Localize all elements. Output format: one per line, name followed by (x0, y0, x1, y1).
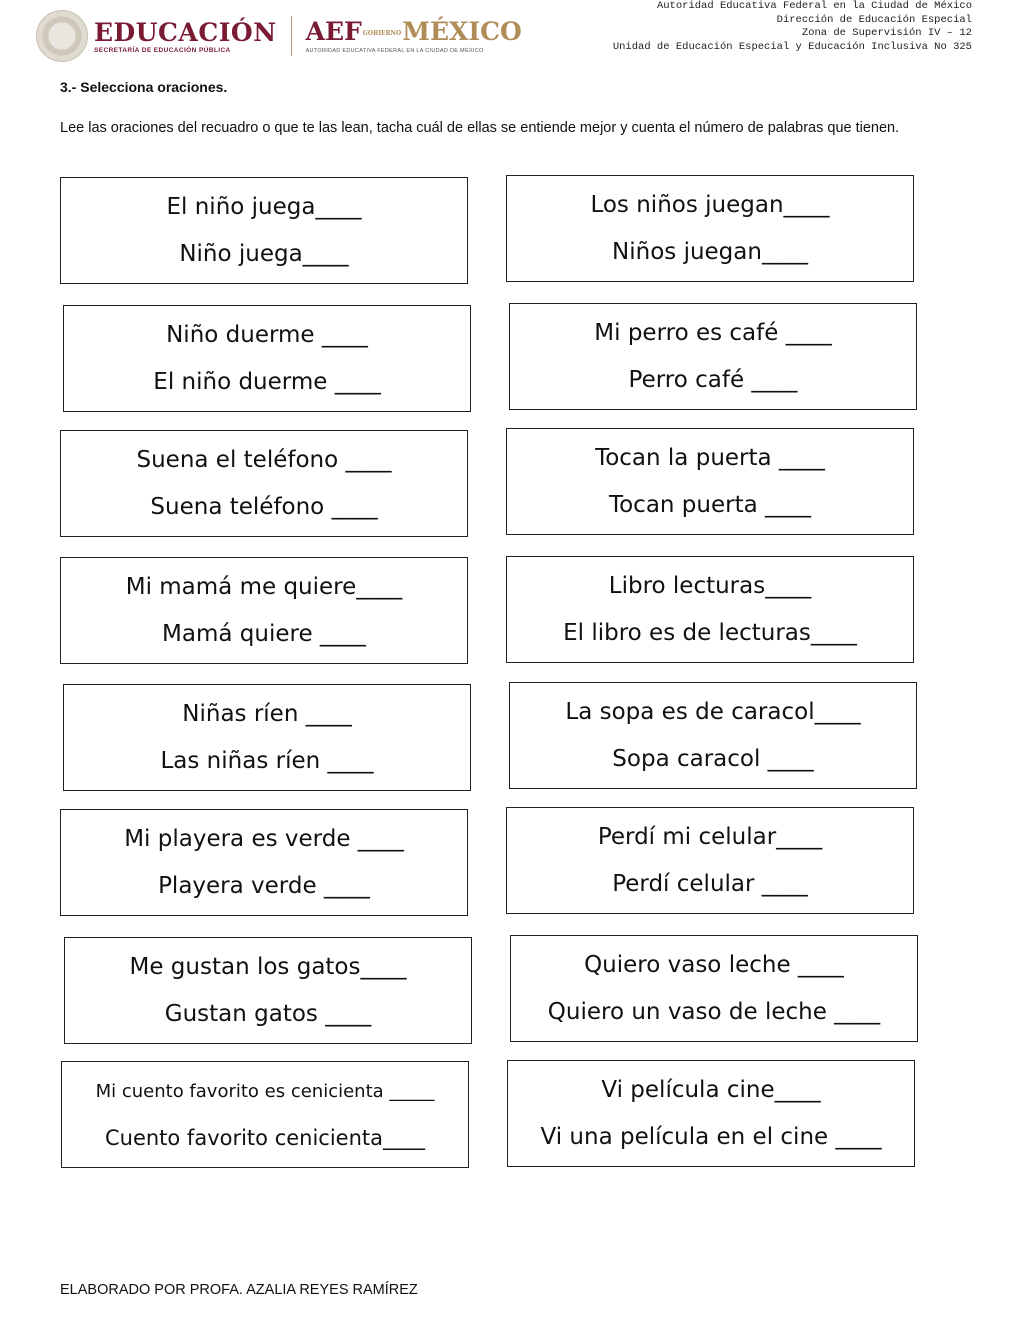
sentence-box[interactable] (61, 1061, 469, 1168)
agency-line: Zona de Supervisión IV – 12 (801, 27, 972, 39)
logo-divider (291, 16, 292, 56)
education-subtitle: SECRETARÍA DE EDUCACIÓN PÚBLICA (94, 46, 231, 54)
sentence-option[interactable]: Perdí celular ____ (612, 870, 808, 897)
sentence-box[interactable] (60, 430, 468, 537)
aef-subtitle: AUTORIDAD EDUCATIVA FEDERAL EN LA CIUDAD DE MÉXICO (305, 47, 484, 54)
sentence-option[interactable]: El niño juega____ (166, 193, 362, 220)
sentence-box[interactable] (63, 684, 471, 791)
sentence-box[interactable] (506, 556, 914, 663)
sentence-option[interactable]: Cuento favorito cenicienta____ (104, 1125, 426, 1150)
aef-title-part1: AEF (305, 17, 362, 47)
sentence-box[interactable] (506, 428, 914, 535)
education-logo (94, 19, 277, 54)
sentence-option[interactable]: Quiero vaso leche ____ (584, 951, 844, 978)
sentence-option[interactable]: Mi playera es verde ____ (124, 825, 404, 852)
sentence-option[interactable]: El niño duerme ____ (153, 368, 381, 395)
sentence-option[interactable]: Niñas ríen ____ (182, 700, 352, 727)
sentence-option[interactable]: Perdí mi celular____ (597, 823, 823, 850)
sentence-option[interactable]: Me gustan los gatos____ (129, 953, 407, 980)
sentence-option[interactable]: Libro lecturas____ (608, 572, 812, 599)
instructions: Lee las oraciones del recuadro o que te las lean, tacha cuál de ellas se entiende mejor y cuenta el número de palabras que tienen. (60, 120, 900, 136)
aef-gob-mark: GOBIERNO (362, 29, 402, 37)
sentence-option[interactable]: Tocan puerta ____ (608, 491, 812, 518)
education-title: EDUCACIÓN (94, 17, 277, 47)
logos (36, 10, 522, 62)
sentence-option[interactable]: Vi película cine____ (601, 1076, 821, 1103)
sentence-box[interactable] (506, 175, 914, 282)
sentence-option[interactable]: Niño juega____ (179, 240, 349, 267)
sentence-box[interactable] (509, 303, 917, 410)
sentence-box[interactable] (509, 682, 917, 789)
agency-info (613, 0, 972, 54)
sentence-box[interactable] (507, 1060, 915, 1167)
sentence-option[interactable]: Mi mamá me quiere____ (125, 573, 403, 600)
aef-logo (306, 18, 522, 54)
aef-title-part2: MÉXICO (402, 17, 522, 47)
sentence-option[interactable]: Tocan la puerta ____ (595, 444, 825, 471)
page-header (0, 0, 1024, 70)
sentence-box[interactable] (63, 305, 471, 412)
sentence-option[interactable]: La sopa es de caracol____ (565, 698, 861, 725)
sentence-option[interactable]: Suena el teléfono ____ (136, 446, 392, 473)
sentence-option[interactable]: Quiero un vaso de leche ____ (547, 998, 881, 1025)
agency-line: Dirección de Educación Especial (776, 13, 972, 26)
sentence-option[interactable]: Mi cuento favorito es cenicienta _____ (95, 1080, 435, 1102)
sentence-option[interactable]: Niños juegan____ (612, 238, 808, 265)
sentence-option[interactable]: Mi perro es café ____ (594, 319, 832, 346)
sentence-box[interactable] (60, 557, 468, 664)
sentence-option[interactable]: Perro café ____ (628, 366, 798, 393)
sentence-option[interactable]: Sopa caracol ____ (612, 745, 814, 772)
agency-line: Unidad de Educación Especial y Educación Inclusiva No 325 (612, 40, 972, 53)
sentence-option[interactable]: Suena teléfono ____ (150, 493, 378, 520)
sentence-option[interactable]: Mamá quiere ____ (162, 620, 366, 647)
sentence-option[interactable]: Niño duerme ____ (166, 321, 368, 348)
sentence-option[interactable]: Gustan gatos ____ (164, 1000, 372, 1027)
sentence-option[interactable]: Las niñas ríen ____ (160, 747, 374, 774)
agency-line: Autoridad Educativa Federal en la Ciudad de México (656, 0, 972, 12)
sentence-option[interactable]: Playera verde ____ (158, 872, 370, 899)
sentence-option[interactable]: El libro es de lecturas____ (563, 619, 857, 646)
sentence-box[interactable] (506, 807, 914, 914)
sentence-box[interactable] (64, 937, 472, 1044)
section-title: 3.- Selecciona oraciones. (60, 79, 228, 95)
sentence-option[interactable]: Los niños juegan____ (590, 191, 830, 218)
footer-author: ELABORADO POR PROFA. AZALIA REYES RAMÍREZ (60, 1282, 418, 1298)
sentence-box[interactable] (60, 809, 468, 916)
mexico-seal-icon (36, 10, 88, 62)
sentence-box[interactable] (510, 935, 918, 1042)
sentence-box[interactable] (60, 177, 468, 284)
sentence-option[interactable]: Vi una película en el cine ____ (540, 1123, 882, 1150)
